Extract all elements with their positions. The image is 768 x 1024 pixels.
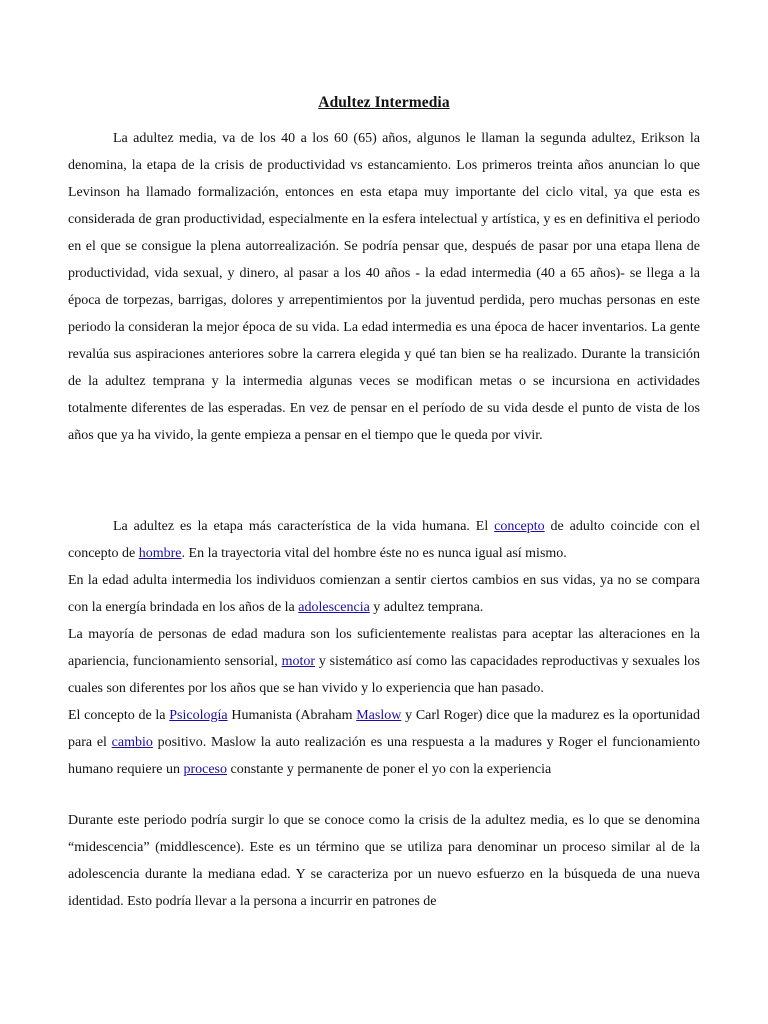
paragraph-text: La adultez es la etapa más característica de la vida humana. El bbox=[113, 519, 495, 534]
paragraph-cambios bbox=[68, 567, 700, 621]
paragraph-psicologia-humanista bbox=[68, 702, 700, 783]
paragraph-text: En la edad adulta intermedia los individuos comienzan a sentir ciertos cambios en sus vidas, ya no se compara con la energía brindada en los años de la bbox=[68, 573, 700, 615]
link-proceso[interactable]: proceso bbox=[183, 762, 228, 777]
paragraph-text: . En la trayectoria vital del hombre éste no es nunca igual así mismo. bbox=[181, 546, 567, 561]
paragraph-adultez-concepto bbox=[68, 513, 700, 567]
paragraph-text: constante y permanente de poner el yo con la experiencia bbox=[227, 762, 552, 777]
link-adolescencia[interactable]: adolescencia bbox=[298, 600, 370, 615]
link-psicologia[interactable]: Psicología bbox=[169, 708, 228, 723]
paragraph-intro: La adultez media, va de los 40 a los 60 (65) años, algunos le llaman la segunda adultez, Erikson la denomina, la etapa de la crisis de productividad vs estancamiento. Los primeros treinta años anuncian lo que Levinson ha llamado formalización, entonces en esta etapa muy importante del ciclo vital, ya que esta es considerada de gran productividad, especialmente en la esfera intelectual y artística, y es en definitiva el periodo en el que se consigue la plena autorrealización. Se podría pensar que, después de pasar por una etapa llena de productividad, vida sexual, y dinero, al pasar a los 40 años - la edad intermedia (40 a 65 años)- se llega a la época de torpezas, barrigas, dolores y arrepentimientos por la juventud perdida, pero muchas personas en este periodo la consideran la mejor época de su vida. La edad intermedia es una época de hacer inventarios. La gente revalúa sus aspiraciones anteriores sobre la carrera elegida y qué tan bien se ha realizado. Durante la transición de la adultez temprana y la intermedia algunas veces se modifican metas o se incursiona en actividades totalmente diferentes de las esperadas. En vez de pensar en el período de su vida desde el punto de vista de los años que ya ha vivido, la gente empieza a pensar en el tiempo que le queda por vivir. bbox=[68, 131, 700, 443]
document-title: Adultez Intermedia bbox=[318, 94, 450, 111]
paragraph-text: y adultez temprana. bbox=[369, 600, 484, 615]
paragraph-text: y sistemático así como las capacidades reproductivas y sexuales los cuales son diferentes por los años que se han vivido y lo experiencia que han pasado. bbox=[68, 654, 700, 696]
link-concepto[interactable]: concepto bbox=[494, 519, 545, 534]
paragraph-text: y Carl Roger) dice que la madurez es la oportunidad para el bbox=[68, 708, 700, 750]
paragraph-text: Humanista (Abraham bbox=[227, 708, 357, 723]
paragraph-text: de adulto coincide con el concepto de bbox=[68, 519, 700, 561]
link-maslow[interactable]: Maslow bbox=[356, 708, 402, 723]
paragraph-text: El concepto de la bbox=[68, 708, 170, 723]
paragraph-edad-madura bbox=[68, 621, 700, 702]
link-motor[interactable]: motor bbox=[281, 654, 316, 669]
paragraph-midescencia: Durante este periodo podría surgir lo que se conoce como la crisis de la adultez media, es lo que se denomina “midescencia” (middlescence). Este es un término que se utiliza para denominar un proceso similar al de la adolescencia durante la mediana edad. Y se caracteriza por un nuevo esfuerzo en la búsqueda de una nueva identidad. Esto podría llevar a la persona a incurrir en patrones de bbox=[68, 813, 700, 909]
paragraph-text: La mayoría de personas de edad madura son los suficientemente realistas para aceptar las alteraciones en la apariencia, funcionamiento sensorial, bbox=[68, 627, 700, 669]
link-hombre[interactable]: hombre bbox=[138, 546, 182, 561]
paragraph-text: positivo. Maslow la auto realización es una respuesta a la madures y Roger el funcionamiento humano requiere un bbox=[68, 735, 700, 777]
link-cambio[interactable]: cambio bbox=[111, 735, 153, 750]
